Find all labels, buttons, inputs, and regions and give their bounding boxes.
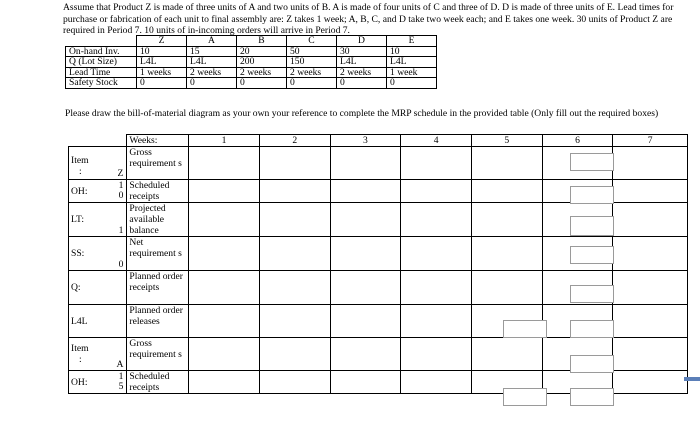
params-row-lotsize — [66, 57, 437, 68]
cell — [330, 305, 401, 338]
params-row-onhand — [66, 46, 437, 57]
cell — [189, 371, 260, 394]
oh-value — [113, 180, 127, 203]
cell: 0 — [237, 78, 287, 89]
cell — [401, 305, 472, 338]
cell: 20 — [237, 46, 287, 57]
oh-label: OH: — [69, 371, 113, 394]
item-label-cell — [69, 338, 113, 371]
cell: 2 weeks — [337, 67, 387, 78]
cell — [330, 237, 401, 271]
cell — [259, 237, 330, 271]
spacer — [113, 305, 127, 338]
cell — [401, 147, 472, 180]
spacer — [69, 135, 113, 147]
params-header-row — [66, 36, 437, 47]
week-header: 5 — [471, 135, 542, 147]
cell — [330, 338, 401, 371]
item-label: Item — [71, 343, 89, 354]
row-label: On-hand Inv. — [66, 46, 137, 57]
oh-value — [113, 371, 127, 394]
cell: 0 — [187, 78, 237, 89]
cell: 2 weeks — [187, 67, 237, 78]
oh-label: OH: — [69, 180, 113, 203]
cell: 1 week — [387, 67, 437, 78]
cell — [330, 180, 401, 203]
weeks-header-row — [69, 135, 688, 147]
answer-box[interactable] — [570, 285, 614, 303]
cell: 50 — [287, 46, 337, 57]
cell — [401, 271, 472, 305]
row-label: Lead Time — [66, 67, 137, 78]
item-code: A — [113, 338, 127, 371]
params-row-safetystock — [66, 78, 437, 89]
cell — [613, 371, 688, 394]
cell — [189, 305, 260, 338]
cell: L4L — [187, 57, 237, 68]
cell — [259, 371, 330, 394]
cell: 0 — [287, 78, 337, 89]
row-label: Q (Lot Size) — [66, 57, 137, 68]
instruction-text: Please draw the bill-of-material diagram as your own your reference to complete the MRP schedule in the provided table (Only fill out the required boxes) — [65, 108, 659, 119]
cell — [330, 147, 401, 180]
row-label-receipts: Planned order receipts — [127, 271, 189, 305]
answer-box[interactable] — [570, 186, 614, 204]
row-label-scheduled: Scheduled receipts — [127, 371, 189, 394]
cell: 30 — [337, 46, 387, 57]
row-label-gross: Gross requirement s — [127, 338, 189, 371]
cell — [471, 203, 542, 237]
cell — [471, 271, 542, 305]
cell: 10 — [387, 46, 437, 57]
answer-box[interactable] — [570, 320, 614, 338]
row-label-releases: Planned order releases — [127, 305, 189, 338]
cell — [259, 147, 330, 180]
cell — [401, 371, 472, 394]
oh-value-text: 15 — [118, 371, 124, 392]
week-header: 1 — [189, 135, 260, 147]
cell — [613, 237, 688, 271]
answer-box[interactable] — [570, 355, 614, 373]
cell: 1 weeks — [137, 67, 187, 78]
answer-box[interactable] — [570, 153, 614, 171]
cell — [613, 203, 688, 237]
problem-statement: Assume that Product Z is made of three units of A and two units of B. A is made of four units of C and three of D. D is made of three units of E. Lead times for purchase or fabrication of each unit to final assembly are: Z takes 1 week; A, B, C, and D take two week each; and E takes one week. 30 units of Product Z are required in Period 7. 10 units of in-incoming orders will arrive in Period 7. — [63, 2, 674, 36]
cell: 15 — [187, 46, 237, 57]
cell — [189, 147, 260, 180]
cell — [189, 203, 260, 237]
cell — [401, 180, 472, 203]
week-header: 7 — [613, 135, 688, 147]
spacer — [113, 135, 127, 147]
cell — [613, 271, 688, 305]
col-header-d: D — [337, 36, 387, 47]
cell — [471, 338, 542, 371]
row-label-gross: Gross requirement s — [127, 147, 189, 180]
col-header-b: B — [237, 36, 287, 47]
cell — [189, 338, 260, 371]
params-row-leadtime — [66, 67, 437, 78]
item-label: Item — [71, 155, 89, 166]
cell — [259, 271, 330, 305]
cell: 2 weeks — [287, 67, 337, 78]
cell: 150 — [287, 57, 337, 68]
item-code: Z — [113, 147, 127, 180]
answer-box[interactable] — [503, 320, 547, 338]
cell: 0 — [337, 78, 387, 89]
item-colon: : — [79, 354, 82, 365]
cell — [189, 237, 260, 271]
answer-box[interactable] — [503, 388, 547, 406]
oh-value-text: 10 — [118, 180, 124, 201]
cell: 10 — [137, 46, 187, 57]
cell: 0 — [137, 78, 187, 89]
cell — [259, 305, 330, 338]
params-corner — [66, 36, 137, 47]
week-header: 4 — [401, 135, 472, 147]
row-label-scheduled: Scheduled receipts — [127, 180, 189, 203]
parameters-table — [65, 35, 437, 89]
cell — [613, 180, 688, 203]
cell — [330, 203, 401, 237]
col-header-a: A — [187, 36, 237, 47]
cell: L4L — [337, 57, 387, 68]
cell: 0 — [387, 78, 437, 89]
answer-box[interactable] — [570, 388, 614, 406]
q-value: L4L — [69, 305, 113, 338]
cell — [613, 147, 688, 180]
row-label: Safety Stock — [66, 78, 137, 89]
item-label-cell — [69, 147, 113, 180]
cell — [471, 147, 542, 180]
lt-label: LT: — [69, 203, 113, 237]
cell — [471, 237, 542, 271]
cell — [471, 180, 542, 203]
week-header: 3 — [330, 135, 401, 147]
cell — [259, 180, 330, 203]
col-header-c: C — [287, 36, 337, 47]
ss-label: SS: — [69, 237, 113, 271]
answer-box[interactable] — [570, 246, 614, 264]
row-label-projected: Projected available balance — [127, 203, 189, 237]
col-header-e: E — [387, 36, 437, 47]
answer-box[interactable] — [570, 216, 614, 236]
lt-value: 1 — [113, 203, 127, 237]
q-label: Q: — [69, 271, 113, 305]
cell — [330, 371, 401, 394]
weeks-label: Weeks: — [127, 135, 189, 147]
cell — [401, 237, 472, 271]
item-colon: : — [79, 166, 82, 177]
cell — [259, 338, 330, 371]
cell — [613, 305, 688, 338]
cell — [401, 203, 472, 237]
scrollbar-indicator[interactable] — [684, 377, 700, 381]
cell — [613, 338, 688, 371]
cell — [259, 203, 330, 237]
week-header: 6 — [542, 135, 613, 147]
cell — [401, 338, 472, 371]
cell — [189, 271, 260, 305]
cell: L4L — [387, 57, 437, 68]
ss-value: 0 — [113, 237, 127, 271]
spacer — [113, 271, 127, 305]
cell: 200 — [237, 57, 287, 68]
cell: 2 weeks — [237, 67, 287, 78]
row-label-net: Net requirement s — [127, 237, 189, 271]
cell — [330, 271, 401, 305]
col-header-z: Z — [137, 36, 187, 47]
cell: L4L — [137, 57, 187, 68]
cell — [189, 180, 260, 203]
week-header: 2 — [259, 135, 330, 147]
